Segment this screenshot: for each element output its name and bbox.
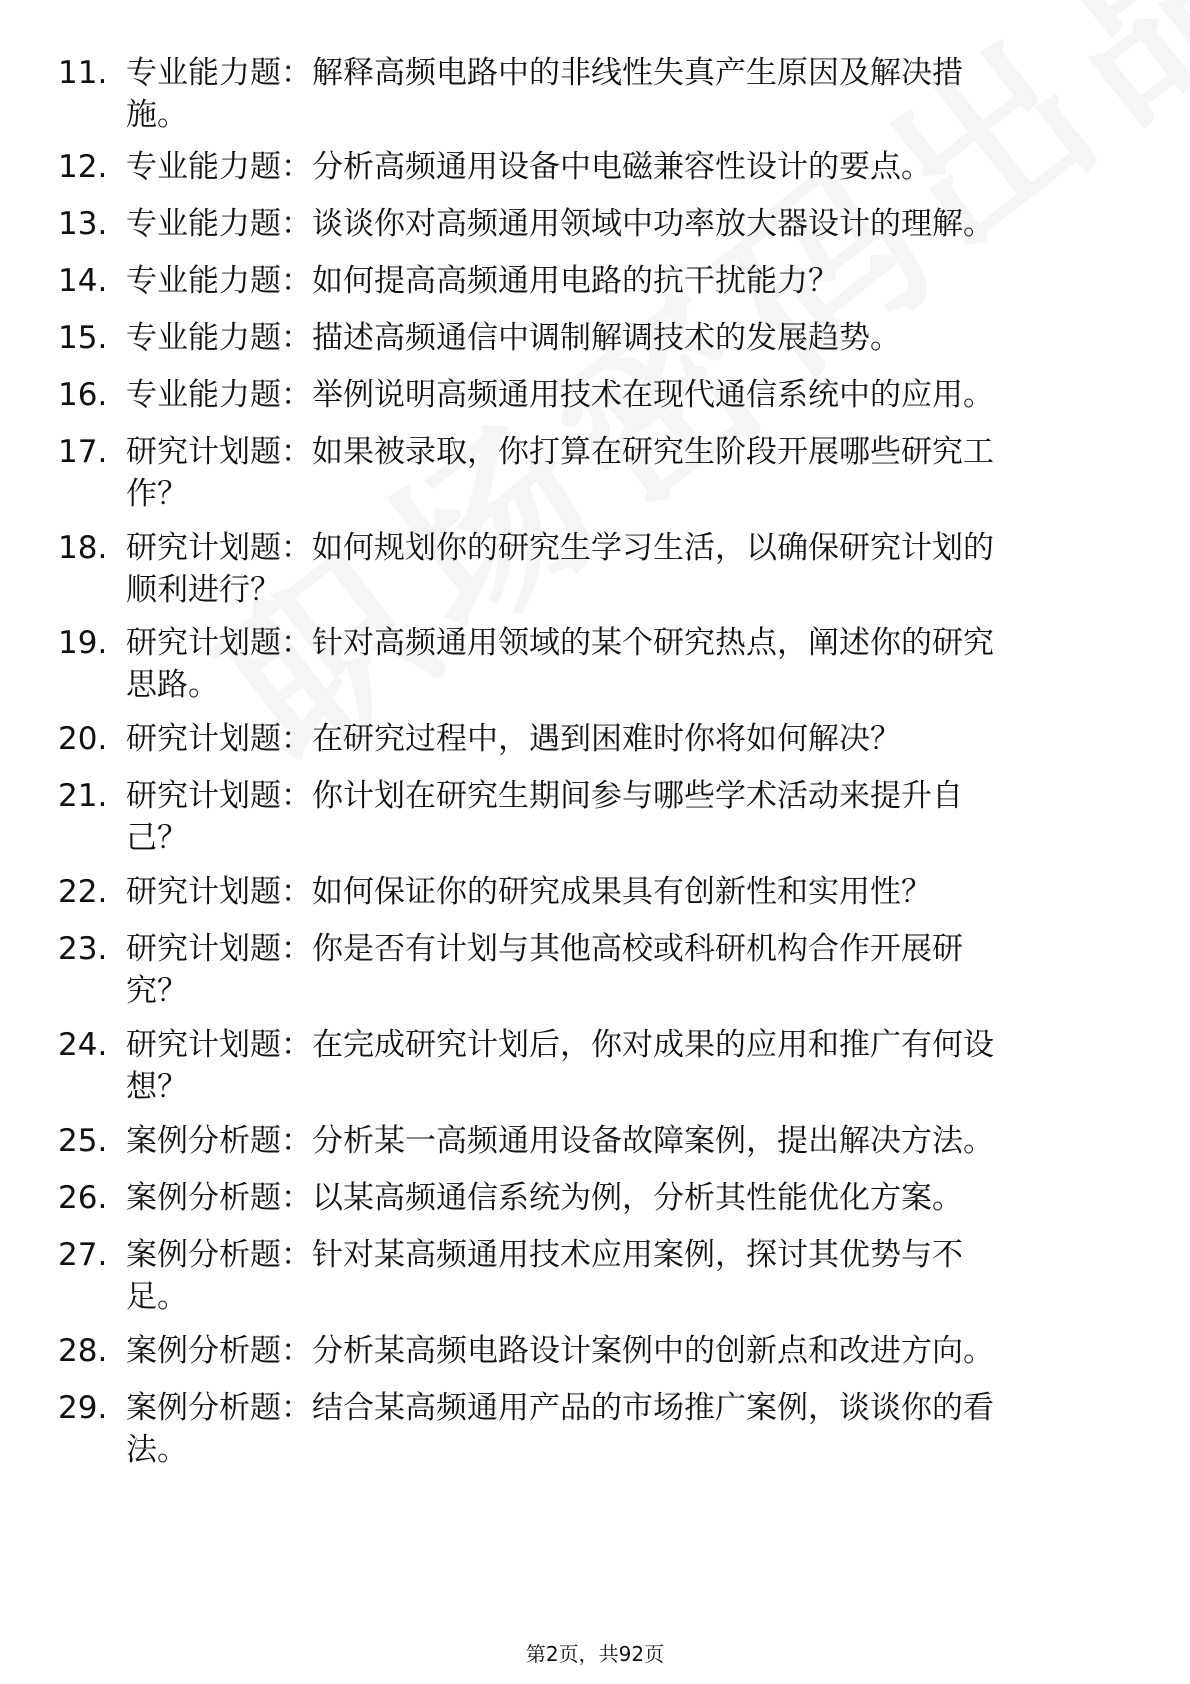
question-line-text: 顺利进行？ (126, 572, 281, 608)
question-line (126, 622, 1106, 664)
question-category: 案例分析题： (126, 1333, 312, 1369)
question-number: 20. (58, 721, 108, 757)
question-line (126, 473, 1106, 515)
question-line-text: 分析高频通用设备中电磁兼容性设计的要点。 (312, 149, 932, 185)
question-line-text: 如何保证你的研究成果具有创新性和实用性？ (312, 874, 932, 910)
question-line (126, 1429, 1106, 1471)
question-line-text: 究？ (126, 973, 188, 1009)
question-category: 案例分析题： (126, 1123, 312, 1159)
question-category: 专业能力题： (126, 377, 312, 413)
question-line (126, 374, 1106, 416)
question-number: 15. (58, 320, 108, 356)
question-text (126, 871, 1106, 913)
question-number: 18. (58, 530, 108, 566)
question-line (126, 146, 1106, 188)
question-text (126, 203, 1106, 245)
question-category: 专业能力题： (126, 263, 312, 299)
question-category: 研究计划题： (126, 721, 312, 757)
question-category: 案例分析题： (126, 1237, 312, 1273)
question-text (126, 260, 1106, 302)
question-text (126, 52, 1106, 136)
question-line-text: 思路。 (126, 667, 219, 703)
question-line (126, 1066, 1106, 1108)
question-category: 专业能力题： (126, 206, 312, 242)
question-category: 案例分析题： (126, 1180, 312, 1216)
question-line (126, 94, 1106, 136)
question-line (126, 1330, 1106, 1372)
question-number: 29. (58, 1390, 108, 1426)
question-number: 28. (58, 1333, 108, 1369)
question-line-text: 如果被录取，你打算在研究生阶段开展哪些研究工 (312, 434, 994, 470)
question-line (126, 431, 1106, 473)
question-category: 研究计划题： (126, 1027, 312, 1063)
question-number: 16. (58, 377, 108, 413)
question-number: 22. (58, 874, 108, 910)
question-line-text: 己？ (126, 820, 188, 856)
question-number: 13. (58, 206, 108, 242)
question-category: 研究计划题： (126, 874, 312, 910)
question-category: 研究计划题： (126, 778, 312, 814)
question-line-text: 你计划在研究生期间参与哪些学术活动来提升自 (312, 778, 963, 814)
question-line (126, 1177, 1106, 1219)
question-line-text: 结合某高频通用产品的市场推广案例，谈谈你的看 (312, 1390, 994, 1426)
question-category: 专业能力题： (126, 320, 312, 356)
question-line-text: 在研究过程中，遇到困难时你将如何解决？ (312, 721, 901, 757)
question-line-text: 如何提高高频通用电路的抗干扰能力？ (312, 263, 839, 299)
question-text (126, 718, 1106, 760)
question-text (126, 374, 1106, 416)
question-line-text: 足。 (126, 1279, 188, 1315)
question-number: 27. (58, 1237, 108, 1273)
question-category: 研究计划题： (126, 530, 312, 566)
question-line (126, 718, 1106, 760)
question-number: 11. (58, 55, 108, 91)
question-category: 专业能力题： (126, 149, 312, 185)
question-line (126, 970, 1106, 1012)
question-text (126, 1234, 1106, 1318)
question-line-text: 在完成研究计划后，你对成果的应用和推广有何设 (312, 1027, 994, 1063)
question-number: 26. (58, 1180, 108, 1216)
question-number: 17. (58, 434, 108, 470)
question-line (126, 203, 1106, 245)
question-text (126, 1120, 1106, 1162)
question-line (126, 1234, 1106, 1276)
question-number: 14. (58, 263, 108, 299)
question-line (126, 1387, 1106, 1429)
page-footer: 第2页，共92页 (525, 1642, 665, 1666)
question-number: 19. (58, 625, 108, 661)
question-category: 研究计划题： (126, 625, 312, 661)
question-line (126, 569, 1106, 611)
question-text (126, 928, 1106, 1012)
question-line (126, 1120, 1106, 1162)
question-line (126, 928, 1106, 970)
question-line (126, 664, 1106, 706)
question-line-text: 举例说明高频通用技术在现代通信系统中的应用。 (312, 377, 994, 413)
question-line-text: 分析某一高频通用设备故障案例，提出解决方法。 (312, 1123, 994, 1159)
question-line-text: 法。 (126, 1432, 188, 1468)
question-line-text: 针对高频通用领域的某个研究热点，阐述你的研究 (312, 625, 994, 661)
question-line (126, 871, 1106, 913)
question-category: 专业能力题： (126, 55, 312, 91)
question-line-text: 针对某高频通用技术应用案例，探讨其优势与不 (312, 1237, 963, 1273)
question-line (126, 1024, 1106, 1066)
question-category: 案例分析题： (126, 1390, 312, 1426)
question-number: 21. (58, 778, 108, 814)
question-text (126, 317, 1106, 359)
question-line (126, 317, 1106, 359)
question-line-text: 描述高频通信中调制解调技术的发展趋势。 (312, 320, 901, 356)
question-text (126, 1024, 1106, 1108)
question-line-text: 施。 (126, 97, 188, 133)
question-line-text: 以某高频通信系统为例，分析其性能优化方案。 (312, 1180, 963, 1216)
question-line (126, 52, 1106, 94)
question-line (126, 260, 1106, 302)
question-line-text: 谈谈你对高频通用领域中功率放大器设计的理解。 (312, 206, 994, 242)
question-line-text: 作？ (126, 476, 188, 512)
question-line-text: 解释高频电路中的非线性失真产生原因及解决措 (312, 55, 963, 91)
question-number: 12. (58, 149, 108, 185)
question-number: 23. (58, 931, 108, 967)
question-text (126, 1177, 1106, 1219)
question-text (126, 1387, 1106, 1471)
question-text (126, 1330, 1106, 1372)
question-text (126, 622, 1106, 706)
question-text (126, 146, 1106, 188)
question-line-text: 如何规划你的研究生学习生活，以确保研究计划的 (312, 530, 994, 566)
question-line (126, 1276, 1106, 1318)
question-line-text: 分析某高频电路设计案例中的创新点和改进方向。 (312, 1333, 994, 1369)
question-line (126, 527, 1106, 569)
question-category: 研究计划题： (126, 434, 312, 470)
question-text (126, 431, 1106, 515)
question-line-text: 想？ (126, 1069, 188, 1105)
question-category: 研究计划题： (126, 931, 312, 967)
question-number: 25. (58, 1123, 108, 1159)
question-number: 24. (58, 1027, 108, 1063)
question-line (126, 775, 1106, 817)
question-line-text: 你是否有计划与其他高校或科研机构合作开展研 (312, 931, 963, 967)
question-line (126, 817, 1106, 859)
question-text (126, 775, 1106, 859)
question-text (126, 527, 1106, 611)
